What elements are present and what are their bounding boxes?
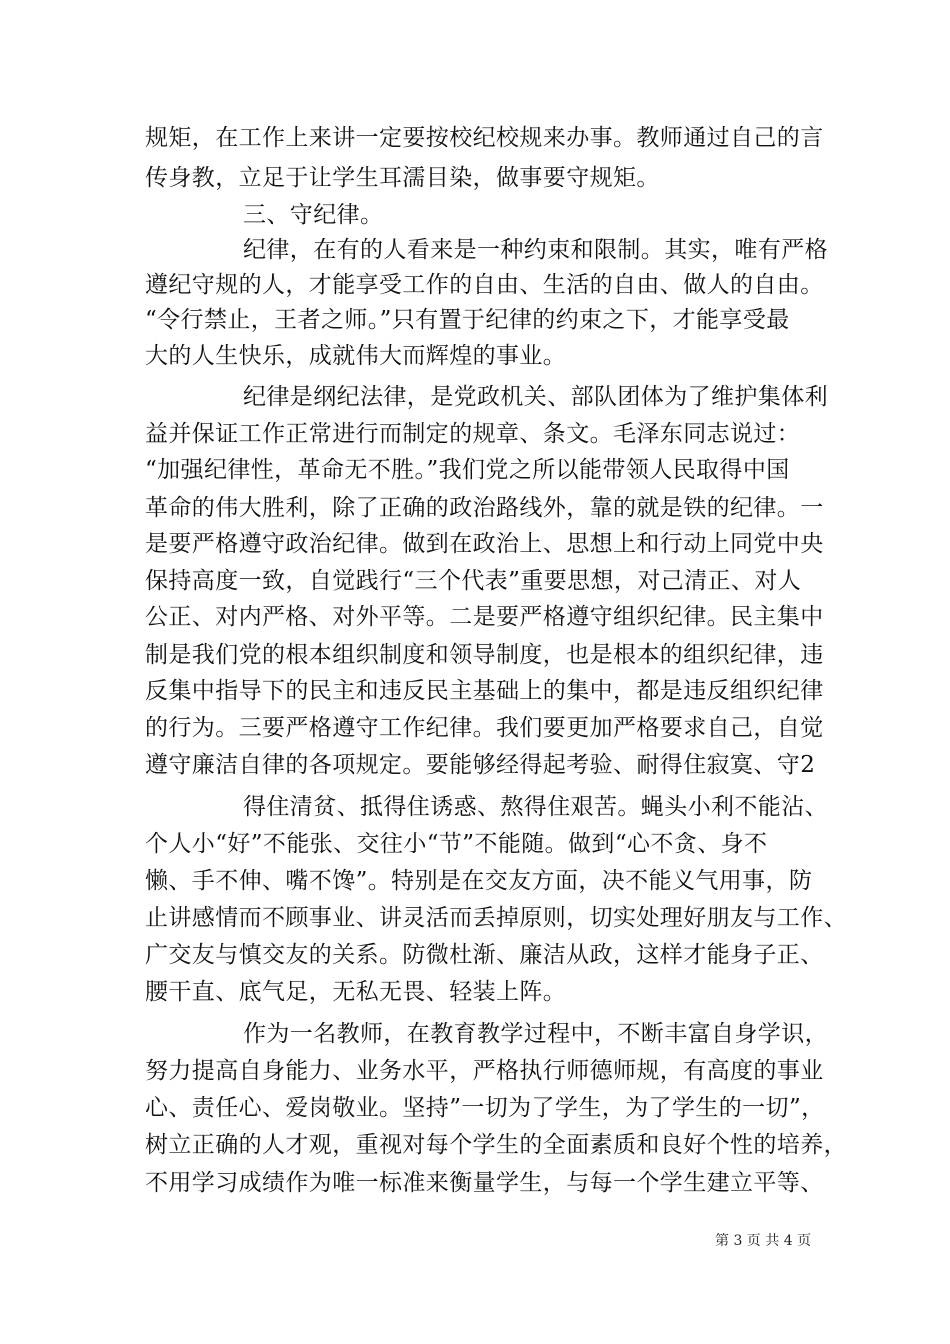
text-line: 公正、对内严格、对外平等。二是要严格遵守组织纪律。民主集中 (145, 604, 824, 630)
text-line: 纪律是纲纪法律，是党政机关、部队团体为了维护集体利 (243, 384, 828, 410)
text-line: 得住清贫、抵得住诱惑、熬得住艰苦。蝇头小利不能沾、 (243, 794, 828, 820)
text-line: 大的人生快乐，成就伟大而辉煌的事业。 (145, 343, 567, 369)
text-line: 遵纪守规的人，才能享受工作的自由、生活的自由、做人的自由。 (145, 272, 824, 298)
text-line: 树立正确的人才观，重视对每个学生的全面素质和良好个性的培养， (145, 1132, 847, 1158)
text-line: 的行为。三要严格遵守工作纪律。我们要更加严格要求自己，自觉 (145, 715, 824, 741)
text-line: 不用学习成绩作为唯一标准来衡量学生，与每一个学生建立平等、 (145, 1170, 824, 1196)
text-line: 制是我们党的根本组织制度和领导制度，也是根本的组织纪律，违 (145, 642, 824, 668)
text-line: 止讲感情而不顾事业、讲灵活而丢掉原则，切实处理好朋友与工作、 (145, 905, 847, 931)
text-line: 广交友与慎交友的关系。防微杜渐、廉洁从政，这样才能身子正、 (145, 942, 824, 968)
text-line: 反集中指导下的民主和违反民主基础上的集中，都是违反组织纪律 (145, 678, 824, 704)
text-line: 纪律，在有的人看来是一种约束和限制。其实，唯有严格 (243, 237, 828, 263)
text-line: “令行禁止，王者之师。”只有置于纪律的约束之下，才能享受最 (145, 307, 790, 333)
text-line: 心、责任心、爱岗敬业。坚持”一切为了学生，为了学生的一切”， (145, 1095, 825, 1121)
text-line: 传身教，立足于让学生耳濡目染，做事要守规矩。 (145, 165, 660, 191)
text-line: 革命的伟大胜利，除了正确的政治路线外，靠的就是铁的纪律。一 (145, 495, 824, 521)
text-line: 腰干直、底气足，无私无畏、轻装上阵。 (145, 979, 567, 1005)
text-line: “加强纪律性，革命无不胜。”我们党之所以能带领人民取得中国 (145, 457, 790, 483)
text-line: 努力提高自身能力、业务水平，严格执行师德师规，有高度的事业 (145, 1058, 824, 1084)
section-heading: 三、守纪律。 (243, 202, 384, 228)
page-footer: 第 3 页 共 4 页 (715, 1233, 812, 1249)
text-line: 个人小“好”不能张、交往小“节”不能随。做到“心不贪、身不 (145, 831, 768, 857)
text-line: 是要严格遵守政治纪律。做到在政治上、思想上和行动上同党中央 (145, 531, 824, 557)
text-line: 遵守廉洁自律的各项规定。要能够经得起考验、耐得住寂寞、守2 (145, 752, 816, 778)
text-line: 益并保证工作正常进行而制定的规章、条文。毛泽东同志说过： (145, 421, 801, 447)
text-line: 作为一名教师，在教育教学过程中，不断丰富自身学识， (243, 1021, 828, 1047)
text-line: 保持高度一致，自觉践行“三个代表”重要思想，对己清正、对人 (145, 568, 802, 594)
text-line: 懒、手不伸、嘴不馋”。特别是在交友方面，决不能义气用事，防 (145, 868, 813, 894)
text-line: 规矩，在工作上来讲一定要按校纪校规来办事。教师通过自己的言 (145, 125, 824, 151)
